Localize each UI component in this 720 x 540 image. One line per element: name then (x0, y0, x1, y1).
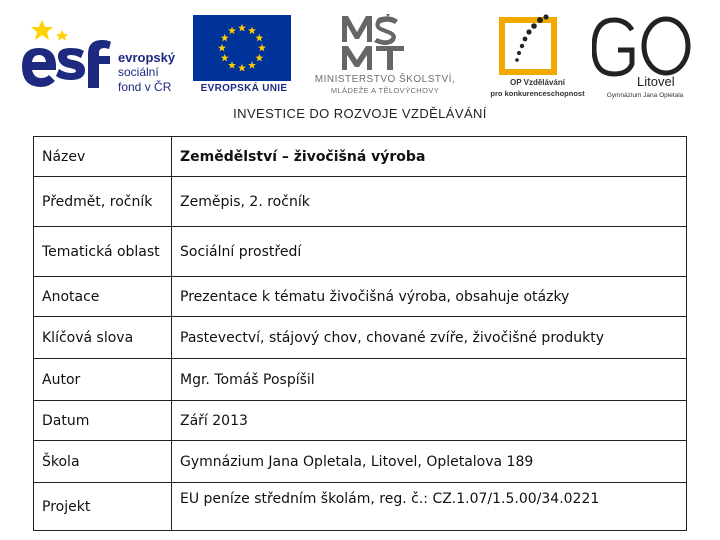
gol-line-2: Gymnázium Jana Opletala (606, 92, 684, 99)
eu-flag-icon (193, 15, 291, 81)
table-row (34, 441, 687, 483)
msmt-line-1: MINISTERSTVO ŠKOLSTVÍ, (314, 74, 456, 85)
esf-line-2: sociální (118, 65, 159, 79)
opvk-mark-icon (498, 12, 562, 76)
eu-label: EVROPSKÁ UNIE (200, 83, 288, 94)
table-row (34, 401, 687, 441)
table-row (34, 483, 687, 531)
row-value: Pastevectví, stájový chov, chované zvíře, živočišné produkty (172, 317, 687, 359)
row-label: Předmět, ročník (34, 177, 172, 227)
gymnazium-logo (590, 16, 700, 104)
msmt-line-2: MLÁDEŽE A TĚLOVÝCHOVY (330, 86, 440, 95)
row-label: Škola (34, 441, 172, 483)
row-value: Prezentace k tématu živočišná výroba, obsahuje otázky (172, 277, 687, 317)
row-value: Gymnázium Jana Opletala, Litovel, Opletalova 189 (172, 441, 687, 483)
opvk-line-1: OP Vzdělávání (510, 78, 565, 87)
table-row (34, 177, 687, 227)
opvk-line-2: pro konkurenceschopnost (490, 89, 585, 98)
row-value: Zeměpis, 2. ročník (172, 177, 687, 227)
row-value: Zemědělství – živočišná výroba (172, 137, 687, 177)
esf-line-1: evropský (118, 50, 176, 65)
msmt-logo (300, 12, 470, 102)
row-value: Mgr. Tomáš Pospíšil (172, 359, 687, 401)
table-row (34, 227, 687, 277)
row-value: EU peníze středním školám, reg. č.: CZ.1.07/1.5.00/34.0221 (172, 483, 687, 531)
row-value: Září 2013 (172, 401, 687, 441)
table-row (34, 359, 687, 401)
table-row (34, 137, 687, 177)
table-row (34, 317, 687, 359)
opvk-logo (490, 12, 585, 102)
msmt-mark-icon (340, 14, 408, 72)
esf-mark-icon (20, 14, 120, 96)
row-label: Název (34, 137, 172, 177)
gol-line-1: Litovel (637, 74, 675, 89)
table-row (34, 277, 687, 317)
row-value: Sociální prostředí (172, 227, 687, 277)
row-label: Tematická oblast (34, 227, 172, 277)
row-label: Anotace (34, 277, 172, 317)
esf-logo (20, 14, 192, 96)
logo-band (0, 0, 720, 130)
row-label: Datum (34, 401, 172, 441)
banner-caption: INVESTICE DO ROZVOJE VZDĚLÁVÁNÍ (233, 106, 487, 121)
esf-line-3: fond v ČR (118, 80, 172, 94)
row-label: Projekt (34, 483, 172, 531)
row-label: Autor (34, 359, 172, 401)
info-table (33, 136, 687, 531)
row-label: Klíčová slova (34, 317, 172, 359)
